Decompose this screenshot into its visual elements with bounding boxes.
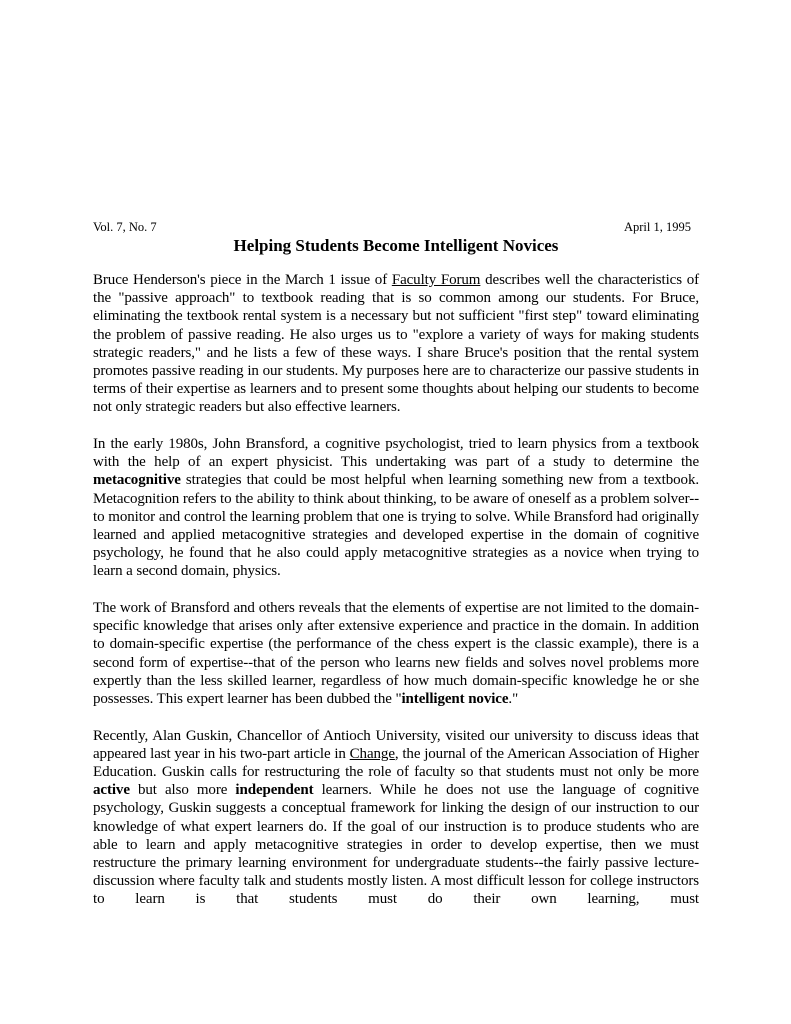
- article-title: Helping Students Become Intelligent Novices: [233, 236, 559, 255]
- paragraph-3-text-b: .": [508, 691, 519, 708]
- paragraph-4: [93, 727, 699, 909]
- intelligent-novice-term: intelligent novice: [401, 691, 509, 708]
- active-term: active: [93, 782, 130, 799]
- paragraph-3-text-a: The work of Bransford and others reveals that the elements of expertise are not limited to the domain-specific knowledge that arises only after extensive experience and practice in the domain. In addition to domain-specific expertise (the performance of the chess expert is the classic example), there is a second form of expertise--that of the person who learns new fields and solves novel problems more expertly than the less skilled learner, regardless of how much domain-specific knowledge he or she possesses. This expert learner has been dubbed the ": [93, 600, 699, 708]
- issue-date: April 1, 1995: [623, 220, 691, 234]
- paragraph-1-text-b: describes well the characteristics of the "passive approach" to textbook reading that is so common among our students. For Bruce, eliminating the textbook rental system is a necessary but not sufficient "first step" toward eliminating the problem of passive reading. He also urges us to "explore a variety of ways for making students strategic readers," and he lists a few of these ways. I share Bruce's position that the rental system promotes passive reading in our students. My purposes here are to characterize our passive students in terms of their expertise as learners and to present some thoughts about helping our students to become not only strategic readers but also effective learners.: [93, 272, 699, 416]
- newsletter-page: [93, 219, 699, 909]
- paragraph-2-text-a: In the early 1980s, John Bransford, a cognitive psychologist, tried to learn physics from a textbook with the help of an expert physicist. This undertaking was part of a study to determine the: [93, 436, 699, 471]
- faculty-forum-title: Faculty Forum: [391, 272, 481, 288]
- paragraph-4-text-d: learners. While he does not use the language of cognitive psychology, Guskin suggests a conceptual framework for linking the design of our instruction to our knowledge of what expert learners do. If the goal of our instruction is to produce students who are able to learn and apply metacognitive strategies in order to develop expertise, then we must restructure the primary learning environment for undergraduate students--the fairly passive lecture-discussion where faculty talk and students mostly listen. A most difficult lesson for college instructors to learn is that students must do their own learning, must: [93, 782, 699, 908]
- paragraph-4-text-b: , the journal of the American Association of Higher Education. Guskin calls for restructuring the role of faculty so that students must not only be more: [93, 745, 699, 781]
- metacognitive-term: metacognitive: [93, 472, 181, 489]
- paragraph-2-text-b: strategies that could be most helpful when learning something new from a textbook. Metacognition refers to the ability to think about thinking, to be aware of oneself as a problem solver--to monitor and control the learning problem that one is trying to solve. While Bransford had originally learned and applied metacognitive strategies and developed expertise in the domain of cognitive psychology, he found that he also could apply metacognitive strategies as a novice when trying to learn a second domain, physics.: [93, 472, 699, 580]
- paragraph-2: [93, 435, 699, 581]
- change-journal-title: Change: [349, 745, 395, 762]
- paragraph-1-text-a: Bruce Henderson's piece in the March 1 issue of: [93, 272, 392, 288]
- paragraph-4-text-c: but also more: [129, 782, 236, 799]
- volume-number: Vol. 7, No. 7: [93, 220, 157, 234]
- independent-term: independent: [235, 782, 314, 799]
- paragraph-1: [93, 271, 699, 417]
- issue-header: [93, 219, 699, 236]
- paragraph-3: [93, 599, 699, 708]
- paragraph-4-text-a: Recently, Alan Guskin, Chancellor of Antioch University, visited our university to discuss ideas that appeared last year in his two-part article in: [93, 727, 699, 762]
